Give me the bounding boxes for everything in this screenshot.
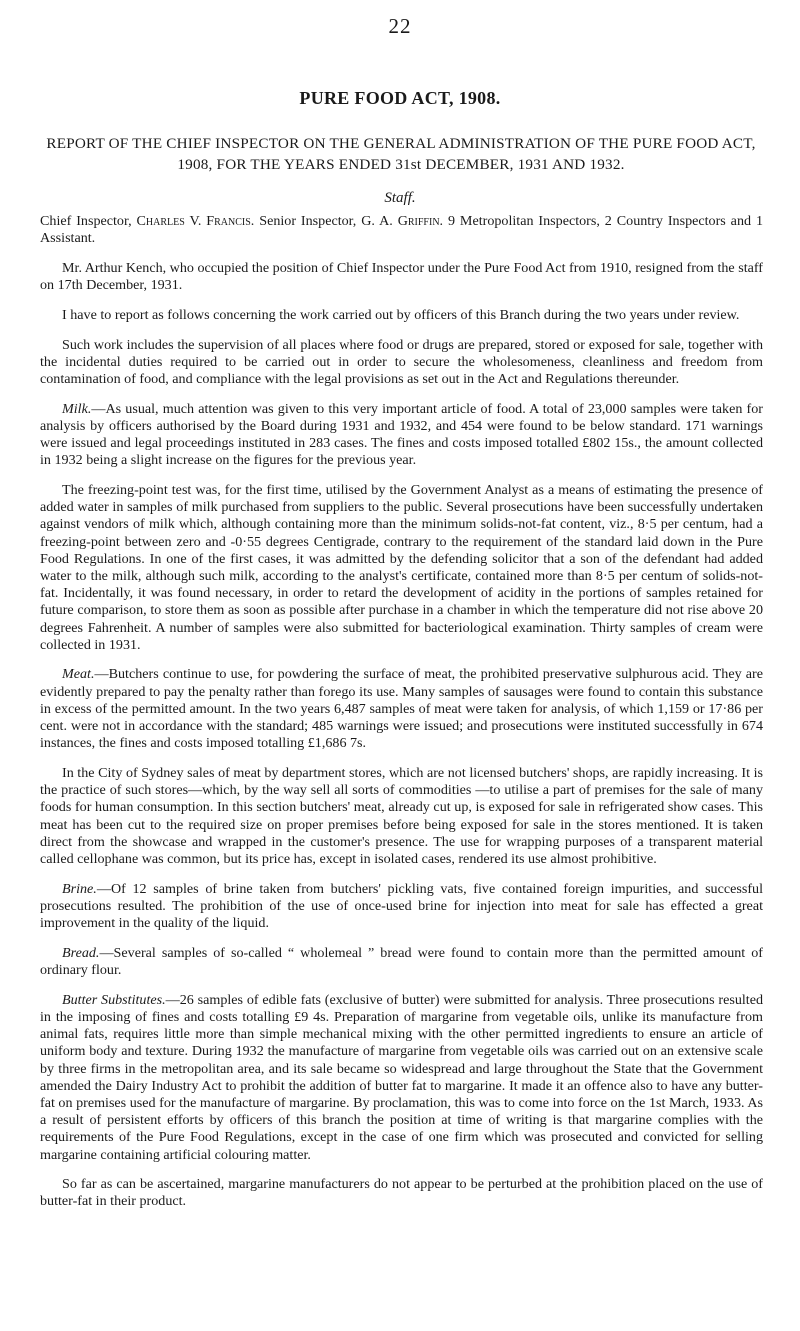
bread-text: —Several samples of so-called “ wholemeal ” bread were found to contain more than the permitted amount of ordinary flour. [40, 944, 763, 979]
brine-paragraph [40, 881, 763, 933]
brine-heading: Brine. [62, 880, 97, 897]
meat-text: —Butchers continue to use, for powdering the surface of meat, the prohibited preservative sulphurous acid. They are evidently prepared to pay the penalty rather than forego its use. Many samples of sausages were found to contain this substance in excess of the permitted amount. In the two years 6,487 samples of meat were taken for analysis, of which 1,159 or 17·86 per cent. were not in accordance with the standard; 485 warnings were issued; and prosecutions were instituted successfully in 674 instances, the fines and costs imposed totalling £1,686 7s. [40, 666, 763, 752]
freezing-point-paragraph: The freezing-point test was, for the first time, utilised by the Government Analyst as a means of estimating the presence of added water in samples of milk purchased from suppliers to the public. Several prosecutions have been successfully undertaken against vendors of milk which, although containing more than the minimum solids-not-fat content, viz., 8·5 per centum, had a freezing-point between zero and -0·55 degrees Centigrade, contrary to the requirement of the standard laid down in the Pure Food Regulations. In one of the first cases, it was admitted by the defending solicitor that a son of the defendant had added water to the milk, although such milk, according to the analyst's certificate, contained more than 8·5 per centum of solids-not-fat. Incidentally, it was found necessary, in order to retard the development of acidity in the portions of samples retained for future comparison, to store them as soon as possible after purchase in a chamber in which the temperature did not rise above 20 degrees Fahrenheit. A number of samples were also submitted for bacteriological examination. Thirty samples of cream were collected in 1931. [40, 481, 763, 653]
act-title: PURE FOOD ACT, 1908. [299, 88, 501, 108]
closing-paragraph: So far as can be ascertained, margarine manufacturers do not appear to be perturbed at the prohibition placed on the use of butter-fat in their product. [40, 1176, 763, 1210]
staff-text-1: Chief Inspector, [40, 213, 137, 229]
work-paragraph: Such work includes the supervision of all places where food or drugs are prepared, stored or exposed for sale, together with the incidental duties required to be carried out in order to secure the wholesomeness, cleanliness and freedom from contamination of food, and compliance with the legal provisions as set out in the Act and Regulations thereunder. [40, 336, 763, 387]
bread-paragraph [40, 945, 763, 979]
staff-text-2: . Senior Inspector, [250, 213, 362, 229]
butter-substitutes-paragraph [40, 992, 763, 1164]
page-number: 22 [388, 14, 412, 38]
butter-substitutes-heading: Butter Substitutes. [62, 991, 166, 1008]
milk-heading: Milk. [62, 400, 92, 417]
senior-inspector-name: G. A. Griffin [361, 213, 440, 229]
bread-heading: Bread. [62, 944, 100, 961]
report-body [40, 213, 763, 1223]
staff-heading: Staff. [384, 190, 416, 206]
staff-paragraph [40, 213, 763, 247]
sydney-paragraph: In the City of Sydney sales of meat by department stores, which are not licensed butchers' shops, are rapidly increasing. It is the practice of such stores—which, by the way sell all sorts of commodities —to utilise a part of premises for the sale of many foods for human consumption. In this section butchers' meat, already cut up, is exposed for sale in refrigerated show cases. This meat has been cut to the required size on proper premises before being exposed for sale in the stores mentioned. It is taken direct from the showcase and wrapped in the customer's presence. The use for wrapping purposes of a transparent material called cellophane was common, but its price has, except in isolated cases, rendered its use almost prohibitive. [40, 764, 763, 867]
kench-paragraph: Mr. Arthur Kench, who occupied the position of Chief Inspector under the Pure Food Act from 1910, resigned from the staff on 17th December, 1931. [40, 259, 763, 294]
chief-inspector-name: Charles V. Francis [136, 213, 251, 229]
meat-heading: Meat. [62, 666, 95, 683]
brine-text: —Of 12 samples of brine taken from butchers' pickling vats, five contained foreign impurities, and successful prosecutions resulted. The prohibition of the use of once-used brine for injection into meat for sale has effected a great improvement in the quality of the liquid. [40, 880, 763, 932]
meat-paragraph [40, 666, 763, 752]
milk-text: —As usual, much attention was given to this very important article of food. A total of 23,000 samples were taken for analysis by officers authorised by the Board during 1931 and 1932, and 454 were found to be below standard. 171 warnings were issued and legal proceedings instituted in 283 cases. The fines and costs imposed totalled £802 15s., the amount collected in 1932 being a slight increase on the figures for the previous year. [40, 400, 763, 469]
staff-text-3: . 9 Metropolitan Inspectors, 2 Country Inspectors and 1 Assistant. [40, 213, 763, 247]
report-title: REPORT OF THE CHIEF INSPECTOR ON THE GENERAL ADMINISTRATION OF THE PURE FOOD ACT, 1908, FOR THE YEARS ENDED 31st DECEMBER, 1931 AND 1932. [46, 135, 756, 173]
butter-substitutes-text: —26 samples of edible fats (exclusive of butter) were submitted for analysis. Three prosecutions resulted in the imposing of fines and costs totalling £9 4s. Preparation of margarine from vegetable oils, unlike its manufacture from animal fats, requires little more than simple mechanical mixing with the other permitted ingredients to ensure an article of uniform body and texture. During 1932 the manufacture of margarine from vegetable oils was carried out on an extensive scale by three firms in the metropolitan area, and its sale became so widespread and large throughout the State that the Government amended the Dairy Industry Act to prohibit the addition of butter fat to margarine. It made it an offence also to have any butter-fat on premises used for the manufacture of margarine. By proclamation, this was to come into force on the 1st March, 1933. As a result of persistent efforts by officers of this branch the position at time of writing is that margarine complies with the requirements of the Pure Food Regulations, except in the case of one firm which was prosecuted and convicted for selling margarine containing artificial colouring matter. [40, 991, 763, 1163]
report-intro-paragraph: I have to report as follows concerning the work carried out by officers of this Branch during the two years under review. [62, 306, 740, 323]
milk-paragraph [40, 401, 763, 470]
